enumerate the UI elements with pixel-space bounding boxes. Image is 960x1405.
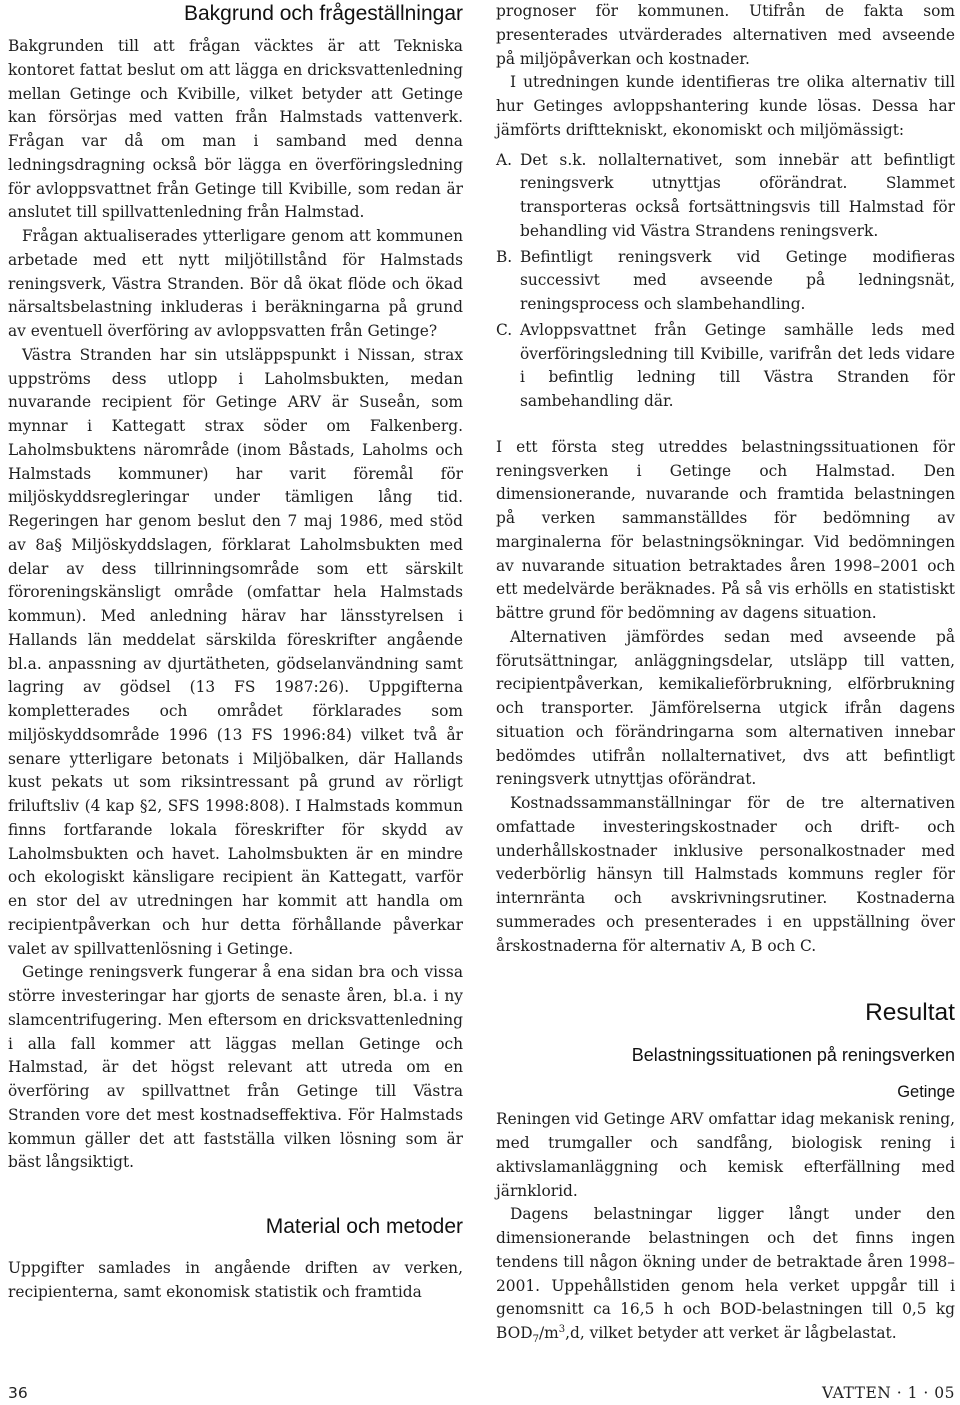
- paragraph: Uppgifter samlades in angående driften av verken, recipienterna, samt ekonomisk statistik och framtida: [8, 1259, 463, 1301]
- page-number: 36: [8, 1384, 28, 1402]
- paragraph: Getinge reningsverk fungerar å ena sidan bra och vissa större investeringar har gjorts de senaste åren, bl.a. i ny slamcentrifugering. Men eftersom en dricksvattenledning i alla fall kommer att läggas mellan Getinge och Halmstad, är det högst relevant att utreda om en överföring av spillvattnet från Getinge till Västra Stranden vore det mest kostnadseffektiva. För Halmstads kommun gäller det att fastställa vilken lösning som är bäst långsiktigt.: [8, 963, 463, 1172]
- list-item-text: Det s.k. nollalternativet, som innebär att befintligt reningsverk utnyttjas oförändrat. Slammet transporteras också fortsättningsvis till Halmstad för behandling vid Västra Strandens reningsverk.: [520, 150, 955, 240]
- section-heading-methods: Material och metoder: [265, 1215, 463, 1238]
- right-column: [496, 0, 955, 1346]
- journal-footer: VATTEN · 1 · 05: [822, 1384, 955, 1402]
- paragraph-text: /m: [538, 1324, 559, 1342]
- paragraph: Frågan aktualiserades ytterligare genom att kommunen arbetade med ett nytt miljötillstånd för Halmstads reningsverk, Västra Stranden. Bör då ökat flöde och ökad närsaltsbelastning inkluderas i beräkningarna på grund av eventuell överföring av avloppsvatten från Getinge?: [8, 227, 463, 340]
- list-item-label: B.: [496, 247, 513, 266]
- superscript: 3: [558, 1323, 566, 1335]
- subheading-getinge: Getinge: [897, 1083, 955, 1102]
- list-item-label: A.: [496, 150, 513, 169]
- paragraph: prognoser för kommunen. Utifrån de fakta som presenterades utvärderades alternativen med avseende på miljöpåverkan och kostnader.: [496, 2, 955, 68]
- section-heading-background: Bakgrund och frågeställningar: [183, 2, 463, 25]
- list-item-text: Avloppsvattnet från Getinge samhälle leds med överföringsledning till Kvibille, varifrån det leds vidare i befintlig ledning till Västra Stranden för sambehandling där.: [520, 320, 955, 410]
- list-item: [496, 149, 955, 244]
- left-column: [8, 0, 463, 1305]
- paragraph: Kostnadssammanställningar för de tre alternativen omfattade investeringskostnader och drift- och underhållskostnader inklusive personalkostnader med vederbörlig hänsyn till Halmstads kommuns regler för internränta och avskrivningsrutiner. Kostnaderna summerades och presenterades i en uppställning över årskostnaderna för alternativ A, B och C.: [496, 794, 955, 955]
- paragraph: Reningen vid Getinge ARV omfattar idag mekanisk rening, med trumgaller och sandfång, biologisk rening i aktivslamanläggning och kemisk efterfällning med järnklorid.: [496, 1110, 955, 1200]
- alternatives-list: [496, 149, 955, 414]
- paragraph: [496, 1203, 955, 1346]
- list-item-label: C.: [496, 320, 513, 339]
- paragraph: I ett första steg utreddes belastningssituationen för reningsverken i Getinge och Halmstad. Den dimensionerande, nuvarande och framtida belastningen på verken sammanställdes för bedömning av marginalerna för belastningsökningar. Vid bedömningen av nuvarande situation betraktades åren 1998–2001 och ett medelvärde beräknades. På så vis erhölls en statistiskt bättre grund för bedömning av dagens situation.: [496, 437, 955, 622]
- section-heading-results: Resultat: [865, 999, 955, 1027]
- list-item: [496, 246, 955, 317]
- paragraph: Västra Stranden har sin utsläppspunkt i Nissan, strax uppströms dess utlopp i Laholmsbukten, medan nuvarande recipient för Getinge ARV är Suseån, som mynnar i Kattegatt strax söder om Falkenberg. Laholmsbuktens närområde (inom Båstads, Laholms och Halmstads kommuner) har varit föremål för miljöskyddsregleringar under tämligen lång tid. Regeringen har genom beslut den 7 maj 1986, med stöd av 8a§ Miljöskyddslagen, förklarat Laholmsbukten med delar av dess tillrinningsområde som ett särskilt föroreningskänsligt område (omfattar hela Halmstads kommun). Med anledning härav har länsstyrelsen i Hallands län meddelat särskilda föreskrifter angående bl.a. anpassning av djurtätheten, gödselanvändning samt lagring av gödsel (13 FS 1987:26). Uppgifterna kompletterades och området förklarades som miljöskyddsområde 1996 (13 FS 1996:84) vilket två år senare ytterligare betonats i Miljöbalken, där Hallands kust pekats ut som riksintressant på grund av rörligt friluftsliv (4 kap §2, SFS 1998:808). I Halmstads kommun finns fortfarande lokala föreskrifter för skydd av Laholmsbukten och havet. Laholmsbukten är en mindre och ekologiskt känsligare recipient än Kattegatt, varför en stor del av utredningen har kommit att handla om recipientpåverkan och hur detta förhållande påverkar valet av spillvattenlösning i Getinge.: [8, 345, 463, 958]
- paragraph-text: ,d, vilket betyder att verket är lågbelastat.: [565, 1324, 897, 1342]
- subscript: 7: [532, 1334, 539, 1346]
- paragraph: I utredningen kunde identifieras tre olika alternativ till hur Getinges avloppshantering kunde lösas. Dessa har jämförts drifttekniskt, ekonomiskt och miljömässigt:: [496, 73, 955, 139]
- paragraph: Bakgrunden till att frågan väcktes är att Tekniska kontoret fattat beslut om att lägga en dricksvattenledning mellan Getinge och Kvibille, vilket betyder att Getinge kan försörjas med vatten från Halmstads vattenverk. Frågan var då om man i samband med denna ledningsdragning också bör lägga en överföringsledning för avloppsvattnet från Getinge till Kvibille, som redan är anslutet till spillvattenledning från Halmstad.: [8, 37, 463, 222]
- paragraph: Alternativen jämfördes sedan med avseende på förutsättningar, anläggningsdelar, utsläpp till vatten, recipientpåverkan, kemikalieförbrukning, elförbrukning och transporter. Jämförelserna utgick ifrån dagens situation och förändringarna som alternativen innebar bedömdes utifrån nollalternativet, dvs att befintligt reningsverk utnyttjas oförändrat.: [496, 627, 955, 789]
- list-item-text: Befintligt reningsverk vid Getinge modifieras successivt med avseende på ledningsnät, reningsprocess och slambehandling.: [520, 247, 955, 313]
- subheading-load: Belastningssituationen på reningsverken: [631, 1045, 955, 1066]
- list-item: [496, 319, 955, 414]
- paragraph-text: Dagens belastningar ligger långt under den dimensionerande belastningen och det finns ingen tendens till någon ökning under de betraktade åren 1998–2001. Uppehållstiden genom hela verket uppgår till i genomsnitt ca 16,5 h och BOD-belastningen till 0,5 kg BOD: [496, 1205, 955, 1342]
